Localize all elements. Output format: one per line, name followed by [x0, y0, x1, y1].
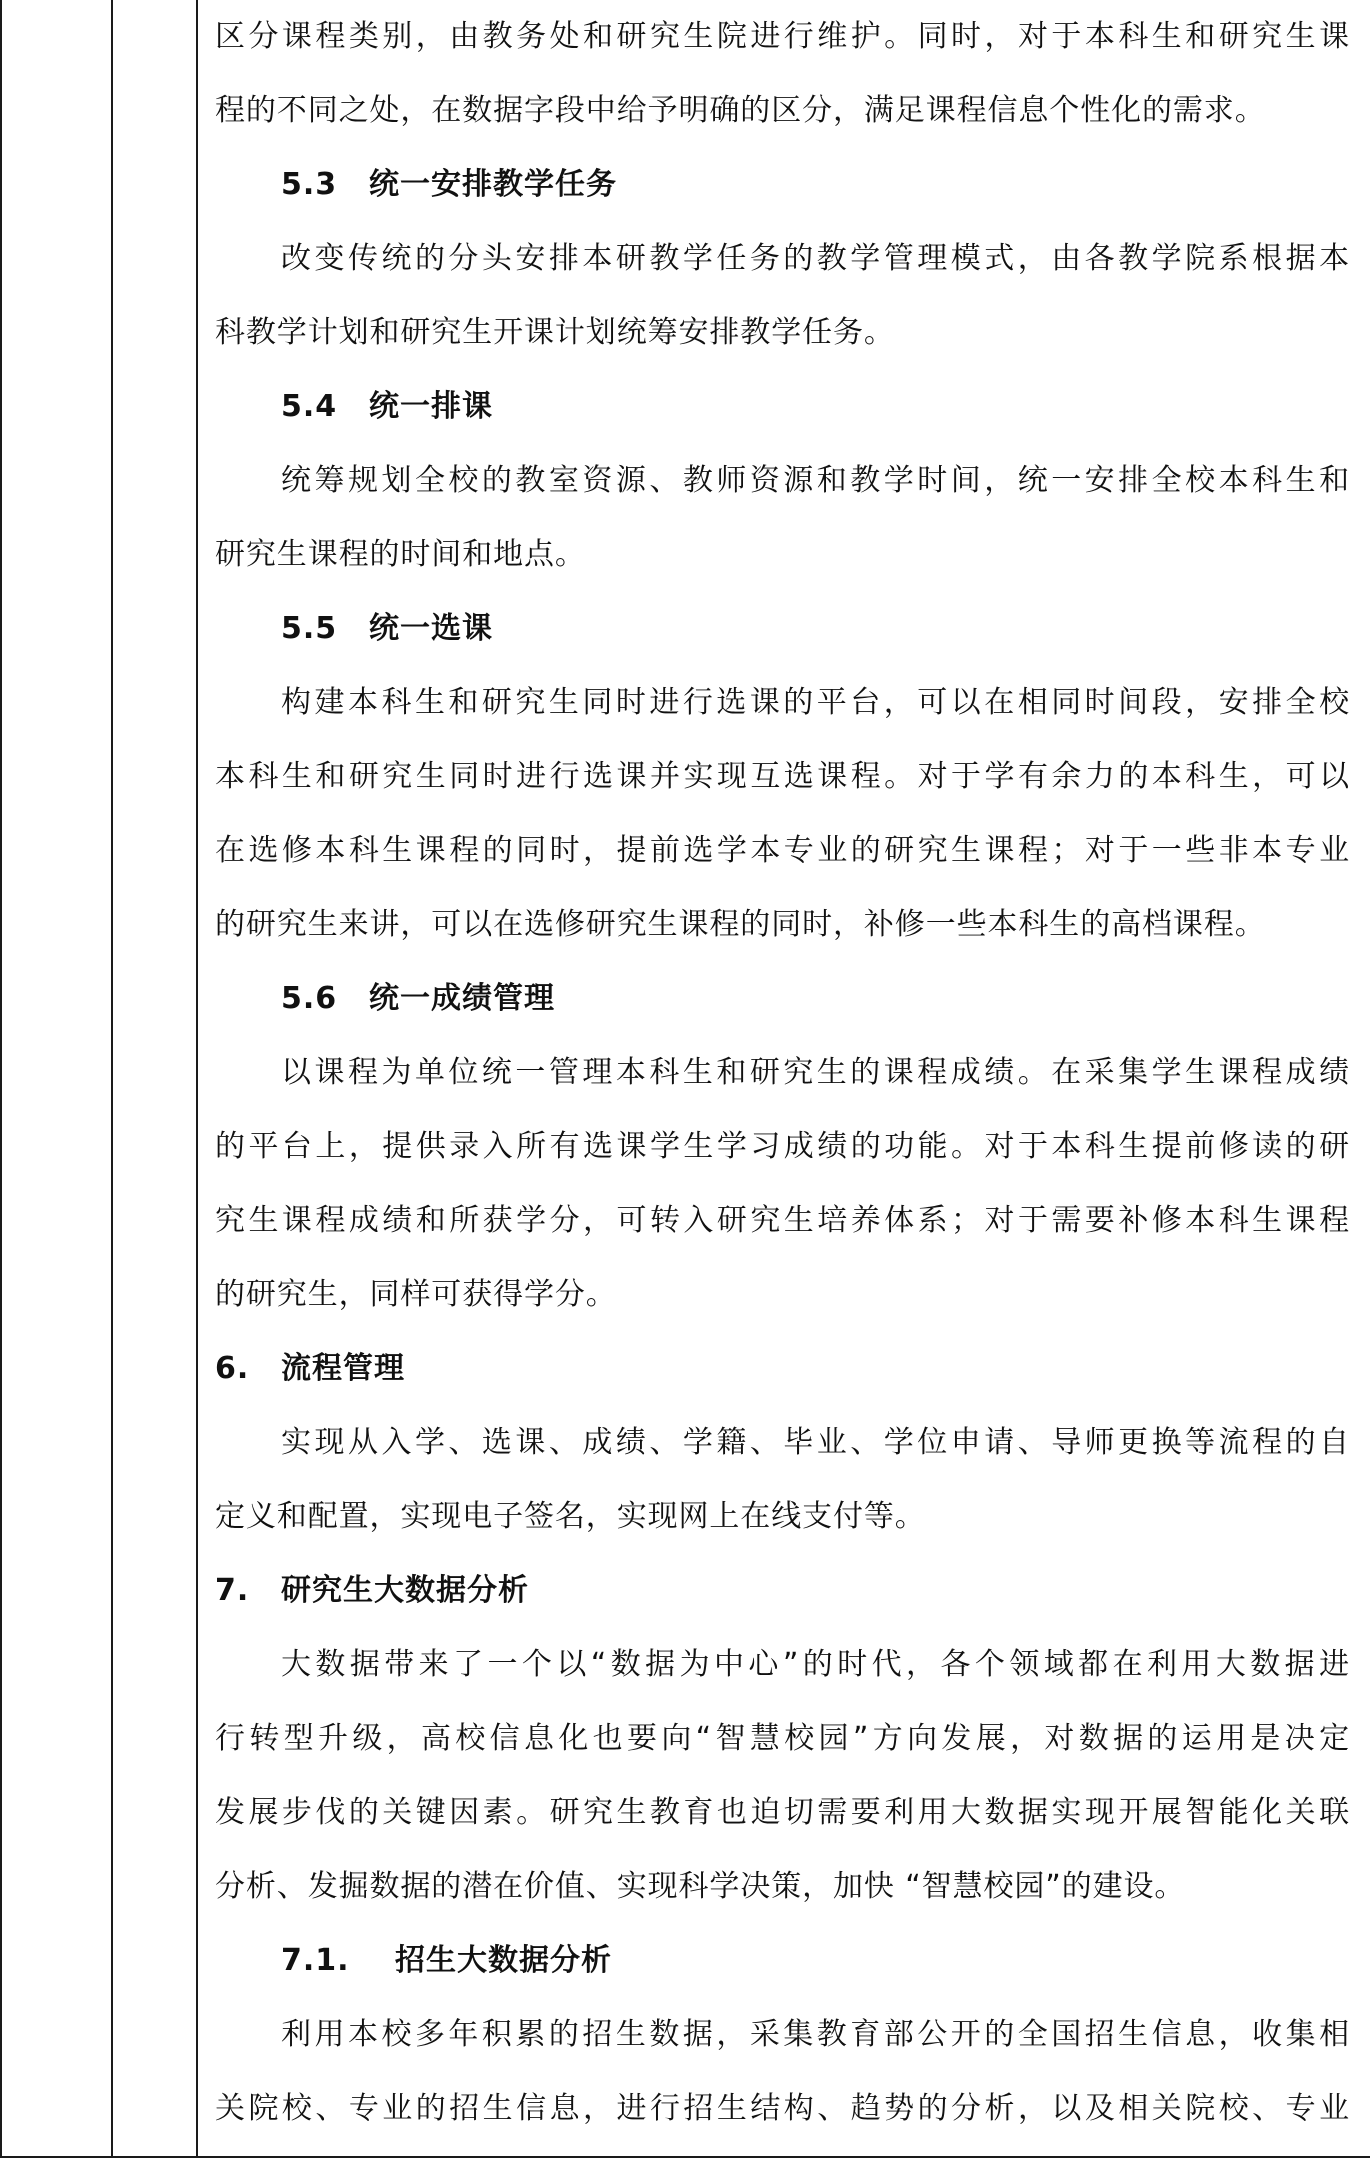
paragraph-line: 的研究生来讲，可以在选修研究生课程的同时，补修一些本科生的高档课程。: [215, 907, 1266, 942]
heading-number: 5.4: [281, 389, 338, 424]
table-border-bottom: [0, 2156, 1370, 2158]
paragraph-line: 研究生课程的时间和地点。: [215, 537, 586, 572]
paragraph-line: 行转型升级，高校信息化也要向“智慧校园”方向发展，对数据的运用是决定: [215, 1721, 1350, 1756]
heading-title: 统一成绩管理: [369, 981, 555, 1016]
paragraph-line: 以课程为单位统一管理本科生和研究生的课程成绩。在采集学生课程成绩: [281, 1055, 1350, 1090]
heading-title: 招生大数据分析: [395, 1943, 612, 1978]
paragraph-line: 定义和配置，实现电子签名，实现网上在线支付等。: [215, 1499, 926, 1534]
paragraph-line: 程的不同之处，在数据字段中给予明确的区分，满足课程信息个性化的需求。: [215, 93, 1266, 128]
paragraph-line: 改变传统的分头安排本研教学任务的教学管理模式，由各教学院系根据本: [281, 241, 1350, 276]
paragraph-line: 发展步伐的关键因素。研究生教育也迫切需要利用大数据实现开展智能化关联: [215, 1795, 1350, 1830]
table-column-divider-1: [111, 0, 113, 2156]
heading-number: 7.1.: [281, 1943, 350, 1978]
heading-number: 5.6: [281, 981, 338, 1016]
heading-number: 5.5: [281, 611, 338, 646]
subsection-heading: [215, 370, 1350, 444]
paragraph-line: 实现从入学、选课、成绩、学籍、毕业、学位申请、导师更换等流程的自: [281, 1425, 1350, 1460]
table-border-left: [0, 0, 2, 2156]
heading-number: 6.: [215, 1351, 250, 1386]
paragraph-line: 利用本校多年积累的招生数据，采集教育部公开的全国招生信息，收集相: [281, 2017, 1350, 2052]
paragraph-line: 本科生和研究生同时进行选课并实现互选课程。对于学有余力的本科生，可以: [215, 759, 1350, 794]
subsection-heading: [215, 592, 1350, 666]
section-heading: [215, 1332, 1350, 1406]
paragraph-line: 在选修本科生课程的同时，提前选学本专业的研究生课程；对于一些非本专业: [215, 833, 1350, 868]
paragraph-line: 究生课程成绩和所获学分，可转入研究生培养体系；对于需要补修本科生课程: [215, 1203, 1350, 1238]
subsection-heading: [215, 962, 1350, 1036]
heading-number: 5.3: [281, 167, 338, 202]
heading-title: 统一安排教学任务: [369, 167, 617, 202]
table-column-divider-2: [196, 0, 198, 2156]
subsection-heading: [215, 148, 1350, 222]
section-heading: [215, 1554, 1350, 1628]
paragraph-line: 大数据带来了一个以“数据为中心”的时代，各个领域都在利用大数据进: [281, 1647, 1350, 1682]
document-body-cell: [215, 0, 1350, 2146]
heading-title: 统一选课: [369, 611, 493, 646]
heading-number: 7.: [215, 1573, 250, 1608]
paragraph-line: 统筹规划全校的教室资源、教师资源和教学时间，统一安排全校本科生和: [281, 463, 1350, 498]
heading-title: 统一排课: [369, 389, 493, 424]
paragraph-line: 分析、发掘数据的潜在价值、实现科学决策，加快 “智慧校园”的建设。: [215, 1869, 1186, 1904]
paragraph-line: 区分课程类别，由教务处和研究生院进行维护。同时，对于本科生和研究生课: [215, 19, 1350, 54]
heading-title: 研究生大数据分析: [281, 1573, 529, 1608]
paragraph-line: 构建本科生和研究生同时进行选课的平台，可以在相同时间段，安排全校: [281, 685, 1350, 720]
subsection-heading: [215, 1924, 1350, 1998]
paragraph-line: 科教学计划和研究生开课计划统筹安排教学任务。: [215, 315, 895, 350]
paragraph-line: 的研究生，同样可获得学分。: [215, 1277, 617, 1312]
paragraph-line: 关院校、专业的招生信息，进行招生结构、趋势的分析，以及相关院校、专业: [215, 2091, 1350, 2126]
heading-title: 流程管理: [281, 1351, 405, 1386]
paragraph-line: 的平台上，提供录入所有选课学生学习成绩的功能。对于本科生提前修读的研: [215, 1129, 1350, 1164]
